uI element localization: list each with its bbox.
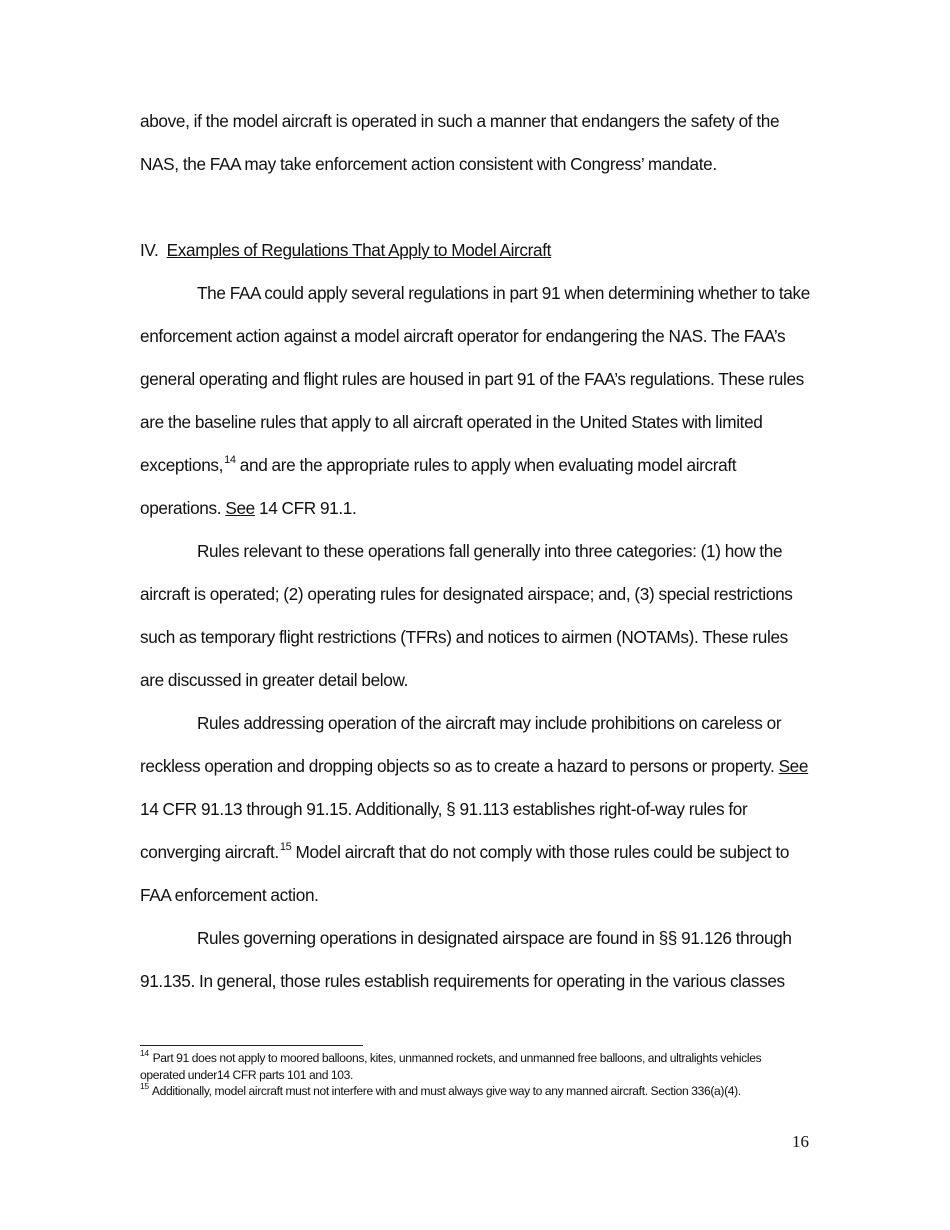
paragraph-operation: [140, 702, 812, 917]
section-number: IV.: [140, 240, 159, 260]
paragraph-regulations-text: The FAA could apply several regulations in part 91 when determining whether to take enforcement action against a model aircraft operator for endangering the NAS. The FAA’s general operating and flight rules are housed in part 91 of the FAA’s regulations. These rules are the baseline rules that apply to all aircraft operated in the United States with limited exceptions,: [140, 283, 810, 475]
paragraph-airspace: Rules governing operations in designated airspace are found in §§ 91.126 through 91.135. In general, those rules establish requirements for operating in the various classes: [140, 928, 792, 991]
footnote-number: 14: [140, 1048, 149, 1059]
footnote-separator: [140, 1045, 363, 1046]
paragraph-operation-text: Rules addressing operation of the aircraft may include prohibitions on careless or reckless operation and dropping objects so as to create a hazard to persons or property.: [140, 713, 782, 776]
see-signal: See: [778, 756, 809, 776]
paragraph-operation-citation: 14 CFR 91.13 through 91.15. Additionally, § 91.113 establishes right-of-way rules for converging aircraft.: [140, 799, 748, 862]
citation: 14 CFR 91.1.: [254, 498, 357, 518]
footnote-ref-15: 15: [279, 840, 292, 853]
footnote-text: Part 91 does not apply to moored balloons, kites, unmanned rockets, and unmanned free balloons, and ultralights vehicles operated under14 CFR parts 101 and 103.: [140, 1051, 762, 1082]
see-signal: See: [225, 498, 255, 518]
paragraph-regulations-continuation: and are the appropriate rules to apply when evaluating model aircraft operations.: [140, 455, 737, 518]
paragraph-categories: Rules relevant to these operations fall generally into three categories: (1) how the aircraft is operated; (2) operating rules for designated airspace; and, (3) special restrictions such as temporary flight restrictions (TFRs) and notices to airmen (NOTAMs). These rules are discussed in greater detail below.: [140, 541, 793, 690]
footnote-14: [140, 1050, 790, 1083]
section-heading: [140, 229, 812, 272]
paragraph-operation-continuation: Model aircraft that do not comply with those rules could be subject to FAA enforcement action.: [140, 842, 790, 905]
paragraph-intro: above, if the model aircraft is operated in such a manner that endangers the safety of the NAS, the FAA may take enforcement action consistent with Congress’ mandate.: [140, 111, 780, 174]
paragraph-regulations: [140, 272, 812, 530]
section-spacer: [140, 186, 812, 229]
footnote-text: Additionally, model aircraft must not interfere with and must always give way to any manned aircraft. Section 336(a)(4).: [149, 1084, 741, 1098]
body-text: [140, 100, 812, 1003]
footnotes: [140, 1050, 790, 1100]
footnote-number: 15: [140, 1081, 149, 1092]
section-title: Examples of Regulations That Apply to Model Aircraft: [166, 240, 552, 260]
footnote-15: [140, 1083, 790, 1100]
page-number: 16: [792, 1132, 809, 1151]
footnote-ref-14: 14: [224, 453, 236, 466]
